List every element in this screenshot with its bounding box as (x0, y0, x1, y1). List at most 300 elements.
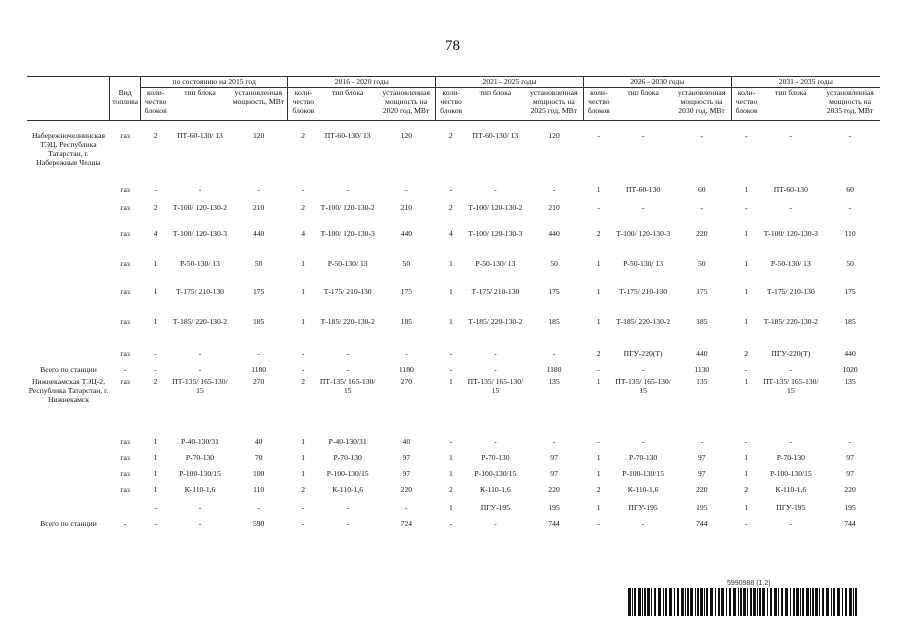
table-cell: 135 (696, 376, 708, 386)
capacity-header: установленная мощность на 2020 год, МВт (377, 88, 436, 121)
table-cell: 2 (596, 484, 601, 494)
table-cell: - (198, 364, 202, 374)
table-cell: - (494, 436, 497, 446)
table-cell: ПГУ-220(Т) (771, 348, 811, 358)
block-type-header: тип блока (761, 88, 820, 121)
barcode-bar (753, 588, 756, 616)
table-cell: 1 (744, 258, 749, 268)
station-cell (27, 347, 110, 363)
barcode-number: 5990988 (1.2) (727, 580, 771, 587)
table-cell: - (198, 502, 202, 512)
table-cell: - (123, 518, 127, 528)
table-cell: 1020 (842, 364, 858, 374)
table-cell: 220 (400, 484, 413, 494)
table-cell: 220 (696, 228, 708, 238)
table-row (27, 257, 880, 285)
table-cell: Р-50-130/ 13 (475, 258, 516, 268)
table-cell: 50 (254, 258, 263, 268)
table-cell: 1180 (546, 364, 562, 374)
table-cell: газ (120, 348, 130, 358)
table-cell: 1 (448, 502, 453, 512)
table-cell: 1 (744, 286, 749, 296)
table-cell: 1 (596, 286, 601, 296)
table-row (27, 347, 880, 363)
table-cell: - (301, 518, 305, 528)
table-cell: 2 (153, 202, 158, 212)
table-cell: - (494, 518, 497, 528)
table-row (27, 227, 880, 257)
table-cell: Р-70-130 (628, 452, 658, 462)
table-cell: 97 (846, 452, 854, 462)
table-cell: - (198, 184, 202, 194)
table-cell: Т-100/ 120-130-3 (468, 228, 523, 238)
table-cell: - (597, 518, 600, 528)
table-cell: Р-50-130/ 13 (770, 258, 811, 268)
table-cell: - (198, 348, 202, 358)
table-row (27, 375, 880, 435)
table-cell: Р-100-130/15 (769, 468, 812, 478)
period-header: по состоянию на 2015 год (140, 77, 288, 88)
table-cell: газ (120, 316, 130, 326)
table-cell: 2 (153, 131, 158, 140)
table-cell: 97 (550, 468, 558, 478)
table-cell: Р-70-130 (481, 452, 510, 462)
table-row (27, 451, 880, 467)
capacity-header: установленная мощность, МВт (229, 88, 288, 121)
table-cell: Р-100-130/15 (622, 468, 664, 478)
table-cell: - (597, 202, 600, 212)
table-row (27, 183, 880, 201)
barcode-bar (778, 588, 779, 616)
table-cell: - (257, 184, 260, 194)
table-cell: 1 (153, 286, 158, 296)
table-cell: 2 (448, 484, 453, 494)
table-cell: газ (120, 228, 130, 238)
count-header: коли-чество блоков (731, 88, 761, 121)
table-cell: 220 (844, 484, 856, 494)
table-cell: - (745, 131, 748, 140)
table-cell: 1180 (251, 364, 267, 374)
table-cell: - (494, 364, 497, 374)
table-cell: 1 (744, 502, 749, 512)
table-cell: Р-70-130 (185, 452, 215, 462)
table-cell: - (449, 184, 453, 194)
table-cell: 185 (252, 316, 265, 326)
table-cell: К-110-1,6 (627, 484, 659, 494)
barcode-bar (822, 588, 824, 616)
station-cell (27, 451, 110, 467)
table-row (27, 501, 880, 517)
barcode-bar (681, 588, 684, 616)
station-cell (27, 435, 110, 451)
table-cell: 185 (844, 316, 856, 326)
table-cell: 210 (400, 202, 413, 212)
barcode-bar (706, 588, 708, 616)
table-cell: 744 (548, 518, 560, 528)
station-cell (27, 483, 110, 501)
table-cell: Т-100/ 120-130-2 (320, 202, 375, 212)
table-row (27, 363, 880, 375)
barcode-bar (677, 588, 679, 616)
table-cell: ПГУ-195 (628, 502, 658, 512)
table-cell: 185 (400, 316, 413, 326)
table-cell: - (494, 184, 497, 194)
barcode-bar (710, 588, 713, 616)
table-cell: 1 (301, 286, 306, 296)
table-cell: 60 (697, 184, 706, 194)
table-cell: ПТ-135/ 165-130/ 15 (319, 376, 376, 395)
table-cell: ПГУ-195 (480, 502, 510, 512)
table-cell: 210 (252, 202, 265, 212)
table-cell: - (789, 364, 793, 374)
table-cell: ПТ-60-130/ 13 (472, 131, 519, 140)
page-number: 78 (445, 38, 460, 54)
period-header: 2021 - 2025 годы (436, 77, 584, 88)
station-cell (27, 227, 110, 257)
table-cell: 2 (744, 348, 749, 358)
table-cell: Т-100/ 120-130-2 (172, 202, 228, 212)
table-cell: 1 (744, 452, 749, 462)
table-cell: - (745, 202, 748, 212)
table-row (27, 517, 880, 531)
barcode-bar (632, 588, 633, 616)
barcode-bar (812, 588, 814, 616)
count-header: коли-чество блоков (583, 88, 613, 121)
table-cell: 135 (844, 376, 856, 386)
table-cell: 724 (400, 518, 413, 528)
table-cell: 1 (153, 484, 158, 494)
table-cell: 185 (696, 316, 708, 326)
table-cell: 110 (844, 228, 856, 238)
table-cell: газ (120, 452, 130, 462)
table-cell: газ (120, 436, 130, 446)
table-cell: Т-175/ 210-130 (471, 286, 520, 296)
table-row (27, 315, 880, 347)
table-cell: 1 (448, 286, 453, 296)
barcode-bar (750, 588, 752, 616)
table-cell: 100 (252, 468, 265, 478)
table-cell: Р-50-130/ 13 (623, 258, 664, 268)
table-cell: газ (120, 131, 130, 140)
table-cell: 175 (844, 286, 856, 296)
barcode (628, 588, 858, 616)
station-cell (27, 501, 110, 517)
station-cell: Нижнекамская ТЭЦ-2, Республика Татарстан, г. Нижнекамск (28, 376, 109, 404)
table-cell: - (552, 436, 556, 446)
station-cell: Всего по станции (40, 518, 97, 528)
table-cell: Т-185/ 220-130-2 (320, 316, 375, 326)
table-cell: 590 (252, 518, 265, 528)
barcode-bar (747, 588, 748, 616)
barcode-bar (733, 588, 736, 616)
table-cell: 2 (301, 484, 306, 494)
table-cell: 1 (744, 376, 749, 386)
period-header: 2026 - 2030 годы (583, 77, 731, 88)
table-cell: 1 (596, 316, 601, 326)
table-cell: - (641, 364, 645, 374)
table-cell: - (641, 518, 645, 528)
table-cell: 1 (301, 316, 306, 326)
table-cell: 2 (596, 348, 601, 358)
barcode-bar (837, 588, 840, 616)
table-cell: 440 (548, 228, 560, 238)
barcode-bar (634, 588, 636, 616)
barcode-bar (674, 588, 675, 616)
table-cell: ПТ-60-130 (773, 184, 808, 194)
barcode-bar (826, 588, 829, 616)
table-cell: - (301, 502, 305, 512)
barcode-bar (638, 588, 641, 616)
table-cell: 1130 (694, 364, 710, 374)
table-cell: - (789, 131, 793, 140)
table-cell: газ (120, 484, 130, 494)
table-cell: 744 (696, 518, 708, 528)
table-cell: 40 (402, 436, 411, 446)
barcode-bar (669, 588, 672, 616)
table-cell: 1 (448, 376, 453, 386)
table-cell: 195 (844, 502, 856, 512)
barcode-bar (695, 588, 696, 616)
count-header: коли-чество блоков (288, 88, 318, 121)
table-cell: 1 (448, 316, 453, 326)
barcode-bar (774, 588, 777, 616)
table-cell: 97 (697, 468, 706, 478)
table-cell: 1 (153, 316, 158, 326)
table-cell: - (154, 348, 157, 358)
table-cell: - (346, 364, 349, 374)
table-cell: 120 (252, 131, 265, 140)
table-cell: 270 (252, 376, 265, 386)
table-row (27, 285, 880, 315)
fuel-header: Вид топлива (110, 88, 140, 121)
table-cell: Т-175/ 210-130 (176, 286, 224, 296)
barcode-bar (704, 588, 705, 616)
barcode-bar (687, 588, 689, 616)
barcode-bar (759, 588, 761, 616)
table-row (27, 483, 880, 501)
table-cell: ПТ-135/ 165-130/ 15 (467, 376, 524, 395)
barcode-bar (654, 588, 656, 616)
table-cell: - (641, 131, 645, 140)
station-cell (27, 285, 110, 315)
table-cell: - (848, 131, 852, 140)
station-cell (27, 257, 110, 285)
barcode-bar (802, 588, 804, 616)
table-cell: 1 (301, 468, 306, 478)
count-header: коли-чество блоков (140, 88, 170, 121)
power-plant-table (27, 76, 880, 531)
table-cell: - (789, 202, 793, 212)
barcode-bar (740, 588, 742, 616)
table-cell: - (597, 131, 600, 140)
table-cell: - (301, 348, 305, 358)
table-cell: ПТ-135/ 165-130/ 15 (763, 376, 819, 395)
barcode-bar (796, 588, 799, 616)
barcode-bar (819, 588, 820, 616)
table-cell: 1 (153, 452, 158, 462)
table-cell: ПТ-60-130 (626, 184, 661, 194)
table-cell: Р-50-130/ 13 (327, 258, 368, 268)
table-cell: 2 (448, 131, 453, 140)
table-cell: 1 (448, 468, 453, 478)
table-cell: - (552, 348, 556, 358)
station-cell: Всего по станции (40, 364, 97, 374)
table-cell: ПТ-135/ 165-130/ 15 (172, 376, 228, 395)
table-cell: - (848, 436, 852, 446)
barcode-bar (833, 588, 835, 616)
table-cell: 440 (252, 228, 265, 238)
table-cell: - (745, 364, 748, 374)
table-cell: Т-100/ 120-130-2 (468, 202, 523, 212)
capacity-header: установленная мощность на 2025 год, МВт (525, 88, 584, 121)
table-cell: 2 (596, 228, 601, 238)
table-cell: Т-175/ 210-130 (766, 286, 815, 296)
table-cell: 1 (744, 468, 749, 478)
table-cell: 210 (548, 202, 560, 212)
table-cell: 2 (744, 484, 749, 494)
table-cell: - (449, 436, 453, 446)
barcode-bar (700, 588, 703, 616)
barcode-bar (762, 588, 765, 616)
table-cell: 1 (596, 184, 601, 194)
station-cell: Набережночелнинская ТЭЦ, Республика Татарстан, г. Набережные Челны (31, 131, 105, 168)
block-type-header: тип блока (318, 88, 377, 121)
table-cell: 1 (596, 258, 601, 268)
table-cell: 175 (696, 286, 708, 296)
table-cell: ПГУ-195 (776, 502, 806, 512)
table-cell: 175 (400, 286, 413, 296)
table-cell: - (301, 364, 305, 374)
table-cell: 70 (254, 452, 263, 462)
barcode-bar (810, 588, 811, 616)
table-cell: К-110-1,6 (332, 484, 364, 494)
table-cell: 1 (301, 436, 306, 446)
table-cell: Р-100-130/15 (474, 468, 517, 478)
table-cell: - (449, 364, 453, 374)
table-cell: - (789, 436, 793, 446)
table-cell: - (154, 518, 157, 528)
barcode-bar (685, 588, 686, 616)
table-cell: 120 (400, 131, 413, 140)
table-cell: газ (120, 286, 130, 296)
table-cell: 120 (548, 131, 560, 140)
block-type-header: тип блока (466, 88, 525, 121)
table-cell: Р-70-130 (776, 452, 805, 462)
barcode-bar (800, 588, 801, 616)
table-cell: 175 (252, 286, 265, 296)
table-cell: 4 (153, 228, 158, 238)
table-cell: Р-70-130 (333, 452, 362, 462)
table-cell: ПГУ-220(Т) (623, 348, 663, 358)
table-cell: - (552, 184, 556, 194)
capacity-header: установленная мощность на 2035 год, МВт (820, 88, 880, 121)
table-cell: - (449, 348, 453, 358)
table-body (27, 121, 880, 531)
table-cell: 97 (402, 452, 411, 462)
table-cell: Р-40-130/31 (328, 436, 367, 446)
table-cell: - (641, 202, 645, 212)
table-cell: 1 (744, 316, 749, 326)
table-cell: 1 (153, 258, 158, 268)
table-cell: - (154, 364, 157, 374)
table-cell: Т-100/ 120-130-3 (320, 228, 375, 238)
table-cell: - (700, 131, 704, 140)
table-row (27, 121, 880, 183)
table-cell: 195 (696, 502, 708, 512)
table-cell: 440 (844, 348, 856, 358)
barcode-bar (743, 588, 746, 616)
table-cell: - (700, 436, 704, 446)
table-cell: - (257, 502, 260, 512)
table-cell: - (641, 436, 645, 446)
table-cell: 270 (400, 376, 413, 386)
table-cell: - (597, 436, 600, 446)
table-cell: Т-185/ 220-130-2 (172, 316, 228, 326)
barcode-bar (726, 588, 727, 616)
table-cell (110, 501, 140, 517)
station-cell (27, 201, 110, 227)
table-cell: - (198, 518, 202, 528)
table-cell: 195 (548, 502, 560, 512)
table-cell: 220 (696, 484, 708, 494)
count-header: коли-чество блоков (436, 88, 466, 121)
table-cell: ПТ-60-130/ 13 (177, 131, 223, 140)
table-cell: Т-100/ 120-130-3 (763, 228, 818, 238)
table-cell: 1 (153, 468, 158, 478)
table-cell: 2 (301, 202, 306, 212)
table-cell: 1 (596, 468, 601, 478)
barcode-bar (697, 588, 699, 616)
table-row (27, 467, 880, 483)
barcode-bar (729, 588, 731, 616)
table-cell: - (449, 518, 453, 528)
table-cell: газ (120, 184, 130, 194)
table-cell: - (346, 348, 349, 358)
table-cell: газ (120, 468, 130, 478)
table-cell: 1 (448, 452, 453, 462)
table-cell: - (346, 502, 349, 512)
block-type-header: тип блока (171, 88, 230, 121)
table-cell: - (405, 348, 408, 358)
barcode-bar (831, 588, 832, 616)
table-cell: - (346, 184, 349, 194)
table-cell: - (745, 518, 748, 528)
table-cell: Т-175/ 210-130 (323, 286, 372, 296)
barcode-bar (790, 588, 791, 616)
table-cell: 1 (301, 452, 306, 462)
barcode-bar (767, 588, 768, 616)
barcode-bar (781, 588, 783, 616)
table-cell: 97 (846, 468, 854, 478)
table-cell: - (346, 518, 349, 528)
barcode-bar (849, 588, 852, 616)
table-cell: - (123, 364, 127, 374)
table-cell: 1180 (398, 364, 414, 374)
table-cell: - (700, 202, 704, 212)
table-cell: 2 (448, 202, 453, 212)
table-cell: 50 (550, 258, 558, 268)
table-cell: 1 (448, 258, 453, 268)
table-cell: - (405, 502, 408, 512)
table-cell: - (154, 502, 157, 512)
barcode-bar (721, 588, 724, 616)
table-cell: 50 (846, 258, 854, 268)
table-cell: Р-100-130/15 (179, 468, 221, 478)
barcode-bar (770, 588, 772, 616)
barcode-bar (815, 588, 818, 616)
table-cell: 2 (153, 376, 158, 386)
block-type-header: тип блока (614, 88, 673, 121)
